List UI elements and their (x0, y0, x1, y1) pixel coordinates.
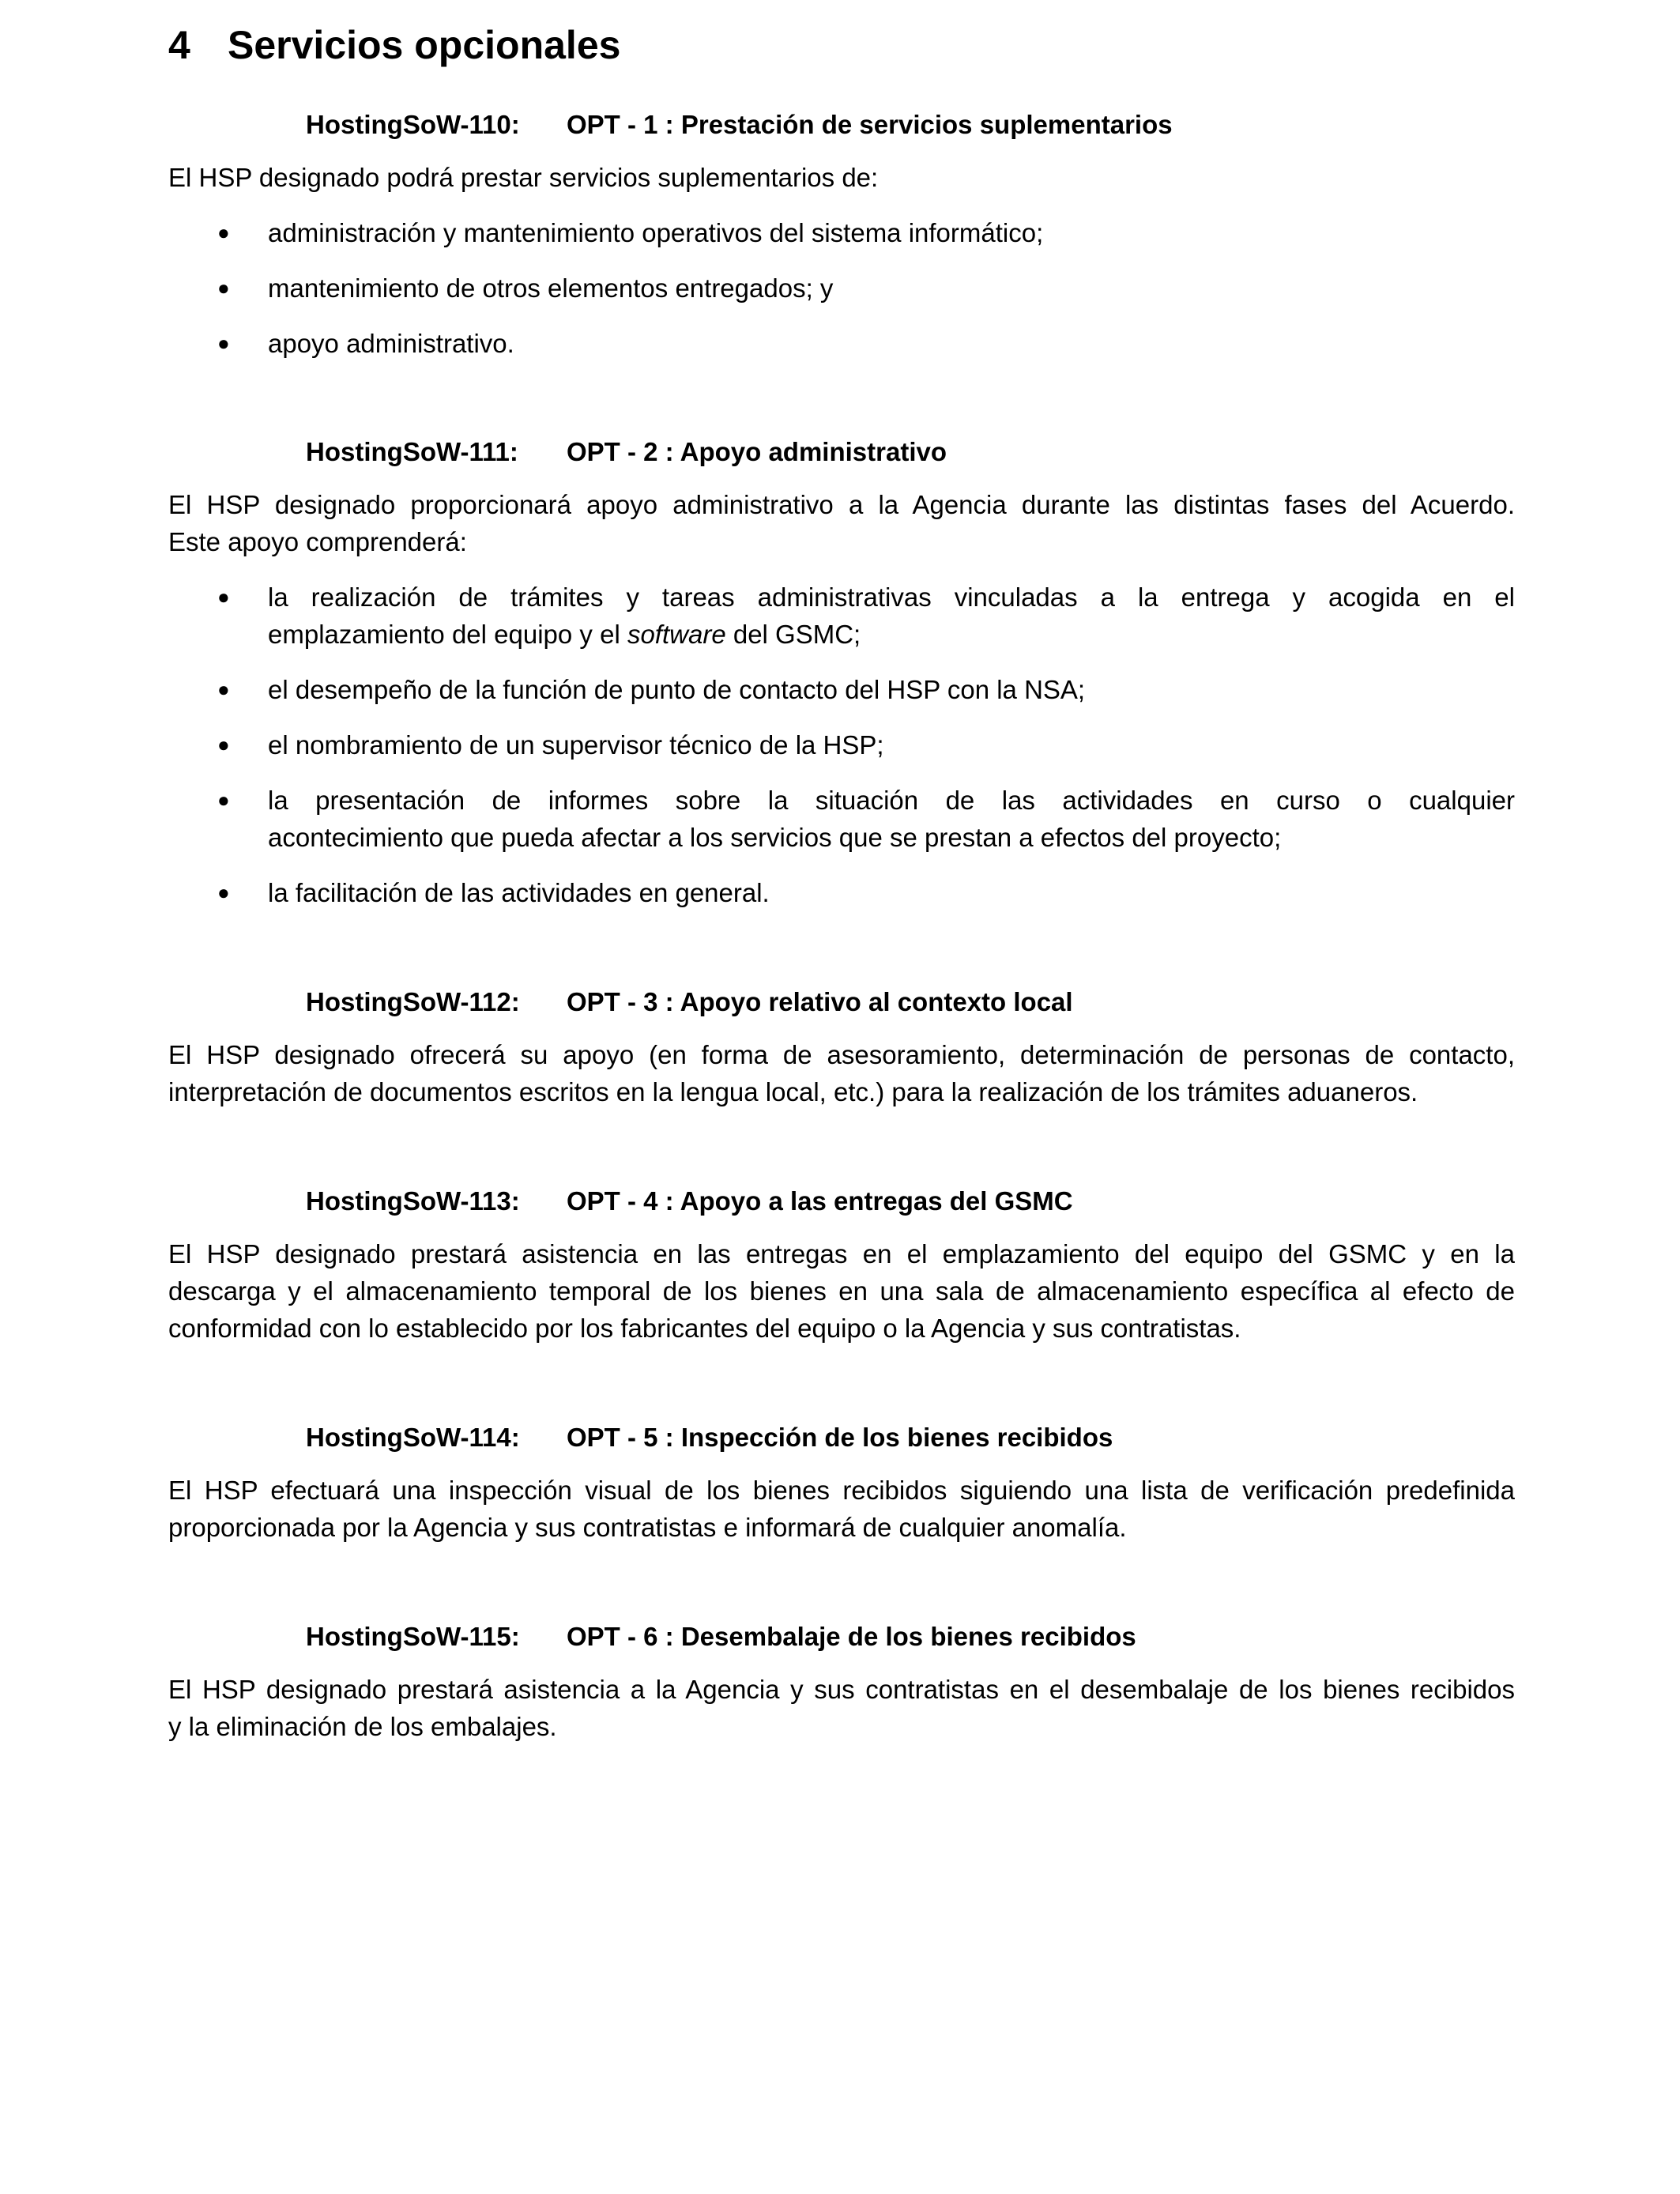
bullet-icon: ● (217, 276, 230, 300)
section-title: Servicios opcionales (228, 23, 621, 67)
bullet-icon: ● (217, 788, 230, 812)
text-run: del GSMC; (725, 620, 861, 649)
paragraph-line: interpretación de documentos escritos en la lengua local, etc.) para la realización de los trámites aduaneros. (168, 1077, 1418, 1106)
text-run: emplazamiento del equipo y el (268, 620, 627, 649)
requirement-title: OPT - 1 : Prestación de servicios suplementarios (567, 110, 1173, 139)
list-item-text: la realización de trámites y tareas administrativas vinculadas a la entrega y acogida en el (268, 582, 1515, 612)
list-item-text: acontecimiento que pueda afectar a los servicios que se prestan a efectos del proyecto; (268, 823, 1282, 852)
requirement-title: OPT - 5 : Inspección de los bienes recibidos (567, 1423, 1113, 1452)
requirement-heading-113 (306, 1183, 1073, 1220)
bullet-icon: ● (217, 677, 230, 701)
requirement-code: HostingSoW-112: (306, 987, 520, 1016)
paragraph-line: El HSP designado ofrecerá su apoyo (en forma de asesoramiento, determinación de personas de contacto, (168, 1040, 1515, 1069)
bullet-icon: ● (217, 221, 230, 244)
list-item-text: administración y mantenimiento operativos del sistema informático; (268, 218, 1044, 247)
italic-term: software (627, 620, 726, 649)
paragraph-line: descarga y el almacenamiento temporal de los bienes en una sala de almacenamiento específica al efecto de (168, 1276, 1515, 1306)
requirement-code: HostingSoW-113: (306, 1186, 520, 1216)
paragraph-line: El HSP efectuará una inspección visual de los bienes recibidos siguiendo una lista de verificación predefinida (168, 1476, 1515, 1505)
requirement-heading-114 (306, 1419, 1113, 1456)
bullet-icon: ● (217, 880, 230, 904)
bullet-icon: ● (217, 331, 230, 355)
bullet-icon: ● (217, 733, 230, 756)
requirement-code: HostingSoW-115: (306, 1622, 520, 1651)
list-item-text: la presentación de informes sobre la situación de las actividades en curso o cualquier (268, 786, 1515, 815)
requirement-code: HostingSoW-114: (306, 1423, 520, 1452)
requirement-code: HostingSoW-110: (306, 110, 520, 139)
requirement-intro-110: El HSP designado podrá prestar servicios suplementarios de: (168, 163, 879, 192)
requirement-title: OPT - 6 : Desembalaje de los bienes recibidos (567, 1622, 1136, 1651)
paragraph-line: El HSP designado prestará asistencia en las entregas en el emplazamiento del equipo del GSMC y en la (168, 1239, 1515, 1269)
requirement-heading-111 (306, 434, 947, 470)
requirement-heading-110 (306, 107, 1173, 143)
requirement-heading-115 (306, 1619, 1136, 1655)
requirement-title: OPT - 2 : Apoyo administrativo (567, 437, 947, 466)
list-item-text: apoyo administrativo. (268, 329, 514, 358)
paragraph-line: y la eliminación de los embalajes. (168, 1712, 557, 1741)
list-item-text (268, 616, 1515, 653)
paragraph-line: El HSP designado prestará asistencia a la Agencia y sus contratistas en el desembalaje de los bienes recibidos (168, 1675, 1515, 1704)
bullet-icon: ● (217, 585, 230, 609)
list-item-text: el desempeño de la función de punto de contacto del HSP con la NSA; (268, 675, 1086, 704)
list-item-text: la facilitación de las actividades en general. (268, 878, 770, 907)
requirement-title: OPT - 3 : Apoyo relativo al contexto local (567, 987, 1073, 1016)
requirement-code: HostingSoW-111: (306, 437, 518, 466)
section-heading (168, 17, 620, 73)
requirement-intro-line: Este apoyo comprenderá: (168, 527, 467, 556)
paragraph-line: proporcionada por la Agencia y sus contratistas e informará de cualquier anomalía. (168, 1513, 1127, 1542)
paragraph-line: conformidad con lo establecido por los fabricantes del equipo o la Agencia y sus contratistas. (168, 1314, 1241, 1343)
section-number: 4 (168, 23, 190, 67)
list-item-text: el nombramiento de un supervisor técnico de la HSP; (268, 730, 884, 760)
requirement-intro-line: El HSP designado proporcionará apoyo administrativo a la Agencia durante las distintas fases del Acuerdo. (168, 490, 1515, 519)
requirement-title: OPT - 4 : Apoyo a las entregas del GSMC (567, 1186, 1073, 1216)
list-item-text: mantenimiento de otros elementos entregados; y (268, 273, 834, 303)
requirement-heading-112 (306, 984, 1073, 1020)
